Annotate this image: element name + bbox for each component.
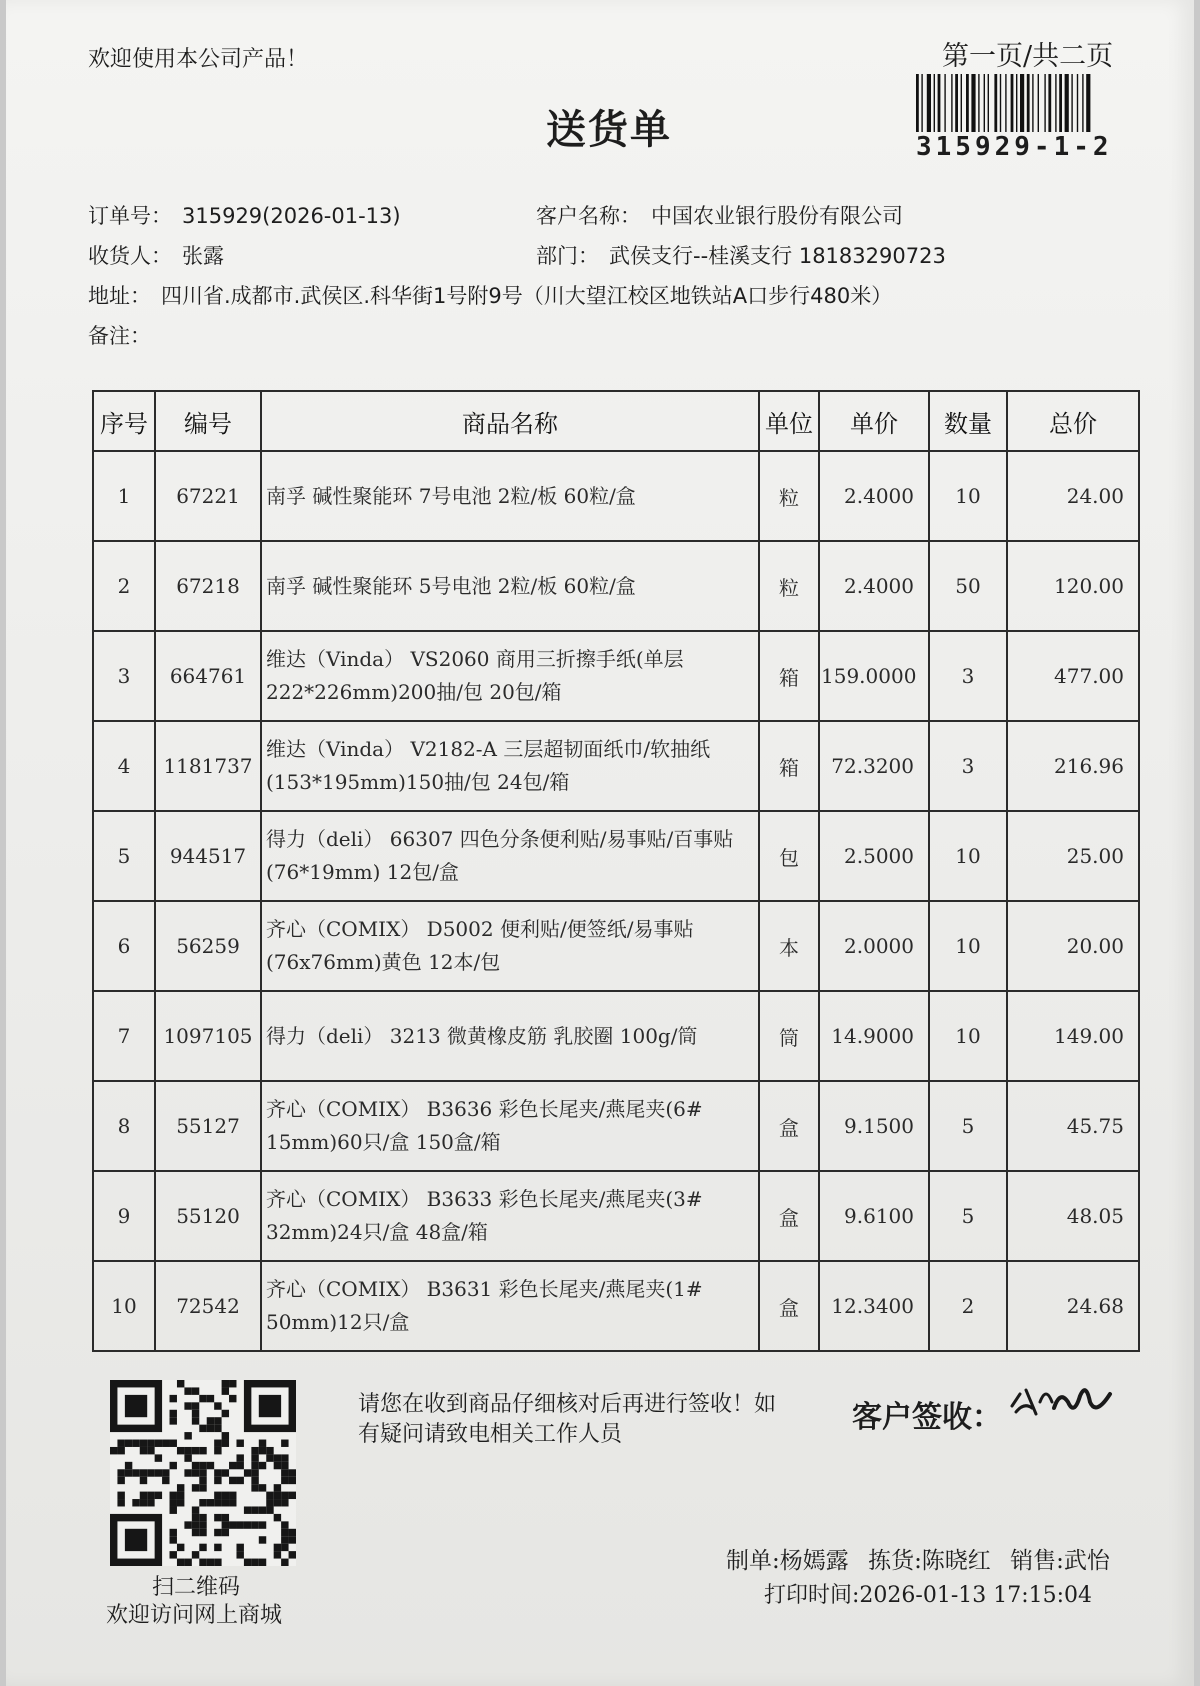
cell-total: 24.00 [1007,451,1139,541]
table-row [93,541,1139,631]
table-row [93,1081,1139,1171]
cell-index: 8 [93,1081,155,1171]
table-header-row [93,391,1139,451]
cell-index: 5 [93,811,155,901]
qr-caption: 扫二维码 [152,1575,241,1600]
cell-unit-price: 72.3200 [819,721,929,811]
cell-index: 9 [93,1171,155,1261]
cell-product-name: 齐心（COMIX） B3631 彩色长尾夹/燕尾夹(1# 50mm)12只/盒 [261,1261,759,1351]
cell-code: 944517 [155,811,261,901]
department-label: 部门： [536,244,599,268]
receiver [88,240,224,270]
cell-unit-price: 9.1500 [819,1081,929,1171]
page-title: 送货单 [546,107,672,153]
cell-index: 4 [93,721,155,811]
table-row [93,1171,1139,1261]
cell-code: 67218 [155,541,261,631]
cell-product-name: 齐心（COMIX） D5002 便利贴/便签纸/易事贴(76x76mm)黄色 12本/包 [261,901,759,991]
qr-subcaption: 欢迎访问网上商城 [106,1603,283,1628]
cell-unit: 粒 [759,541,819,631]
table-row [93,901,1139,991]
cell-product-name: 维达（Vinda） VS2060 商用三折擦手纸(单层222*226mm)200抽/包 20包/箱 [261,631,759,721]
cell-unit: 本 [759,901,819,991]
address [88,280,892,310]
cell-index: 6 [93,901,155,991]
cell-unit-price: 2.0000 [819,901,929,991]
cell-code: 72542 [155,1261,261,1351]
address-value: 四川省.成都市.武侯区.科华街1号附9号（川大望江校区地铁站A口步行480米） [161,284,893,308]
cell-unit-price: 2.4000 [819,451,929,541]
cell-quantity: 3 [929,721,1007,811]
department-value: 武侯支行--桂溪支行 18183290723 [609,244,946,268]
cell-index: 1 [93,451,155,541]
table-row [93,811,1139,901]
cell-quantity: 5 [929,1081,1007,1171]
cell-total: 48.05 [1007,1171,1139,1261]
cell-unit-price: 2.5000 [819,811,929,901]
sign-notice: 请您在收到商品仔细核对后再进行签收！如有疑问请致电相关工作人员 [358,1392,777,1447]
header-product-name: 商品名称 [261,391,759,451]
cell-index: 7 [93,991,155,1081]
cell-quantity: 10 [929,991,1007,1081]
customer-name-label: 客户名称： [536,204,641,228]
barcode-number: 315929-1-2 [916,132,1113,162]
cell-unit: 盒 [759,1261,819,1351]
cell-unit-price: 2.4000 [819,541,929,631]
cell-unit: 箱 [759,721,819,811]
customer-name-value: 中国农业银行股份有限公司 [651,204,903,228]
cell-index: 10 [93,1261,155,1351]
cell-total: 20.00 [1007,901,1139,991]
cell-unit: 盒 [759,1171,819,1261]
header-total: 总价 [1007,391,1139,451]
cell-code: 56259 [155,901,261,991]
table-row [93,451,1139,541]
receiver-value: 张露 [182,244,224,268]
delivery-note-page [6,0,1194,1686]
cell-total: 24.68 [1007,1261,1139,1351]
order-number [88,200,401,230]
cell-code: 664761 [155,631,261,721]
department [536,240,946,270]
sales: 销售:武怡 [1010,1548,1110,1574]
customer-sign-label: 客户签收： [852,1400,1002,1435]
cell-quantity: 3 [929,631,1007,721]
table-row [93,631,1139,721]
address-label: 地址： [88,284,151,308]
header-unit-price: 单价 [819,391,929,451]
cell-code: 55127 [155,1081,261,1171]
cell-product-name: 南孚 碱性聚能环 5号电池 2粒/板 60粒/盒 [261,541,759,631]
cell-total: 45.75 [1007,1081,1139,1171]
cell-total: 216.96 [1007,721,1139,811]
cell-total: 120.00 [1007,541,1139,631]
cell-product-name: 齐心（COMIX） B3636 彩色长尾夹/燕尾夹(6# 15mm)60只/盒 150盒/箱 [261,1081,759,1171]
cell-quantity: 50 [929,541,1007,631]
cell-unit: 粒 [759,451,819,541]
customer-name [536,200,903,230]
cell-unit-price: 159.0000 [819,631,929,721]
cell-code: 1097105 [155,991,261,1081]
cell-unit-price: 12.3400 [819,1261,929,1351]
order-number-label: 订单号： [88,204,172,228]
cell-total: 149.00 [1007,991,1139,1081]
cell-index: 3 [93,631,155,721]
cell-quantity: 10 [929,451,1007,541]
cell-product-name: 得力（deli） 66307 四色分条便利贴/易事贴/百事贴(76*19mm) 12包/盒 [261,811,759,901]
staff-line [726,1542,1122,1575]
qr-code[interactable] [110,1380,296,1566]
remark [88,320,161,350]
table-row [93,1261,1139,1351]
cell-product-name: 维达（Vinda） V2182-A 三层超韧面纸巾/软抽纸(153*195mm)150抽/包 24包/箱 [261,721,759,811]
welcome-text: 欢迎使用本公司产品！ [88,47,309,72]
cell-product-name: 南孚 碱性聚能环 7号电池 2粒/板 60粒/盒 [261,451,759,541]
cell-code: 1181737 [155,721,261,811]
cell-quantity: 10 [929,901,1007,991]
header-index: 序号 [93,391,155,451]
header-quantity: 数量 [929,391,1007,451]
items-table [92,390,1140,1352]
cell-unit: 包 [759,811,819,901]
cell-quantity: 2 [929,1261,1007,1351]
cell-unit: 盒 [759,1081,819,1171]
cell-quantity: 5 [929,1171,1007,1261]
cell-index: 2 [93,541,155,631]
cell-unit: 筒 [759,991,819,1081]
cell-quantity: 10 [929,811,1007,901]
remark-label: 备注： [88,324,151,348]
cell-total: 477.00 [1007,631,1139,721]
cell-code: 67221 [155,451,261,541]
customer-signature [1006,1372,1118,1428]
page-indicator: 第一页/共二页 [942,41,1114,72]
table-row [93,991,1139,1081]
print-time: 打印时间:2026-01-13 17:15:04 [764,1583,1093,1608]
table-row [93,721,1139,811]
receiver-label: 收货人： [88,244,172,268]
cell-unit-price: 9.6100 [819,1171,929,1261]
cell-unit-price: 14.9000 [819,991,929,1081]
header-code: 编号 [155,391,261,451]
maker: 制单:杨嫣露 [726,1548,849,1574]
order-number-value: 315929(2026-01-13) [182,204,401,228]
barcode [914,74,1144,132]
cell-unit: 箱 [759,631,819,721]
cell-product-name: 齐心（COMIX） B3633 彩色长尾夹/燕尾夹(3# 32mm)24只/盒 48盒/箱 [261,1171,759,1261]
cell-total: 25.00 [1007,811,1139,901]
picker: 拣货:陈晓红 [868,1548,991,1574]
header-unit: 单位 [759,391,819,451]
cell-product-name: 得力（deli） 3213 微黄橡皮筋 乳胶圈 100g/筒 [261,991,759,1081]
cell-code: 55120 [155,1171,261,1261]
